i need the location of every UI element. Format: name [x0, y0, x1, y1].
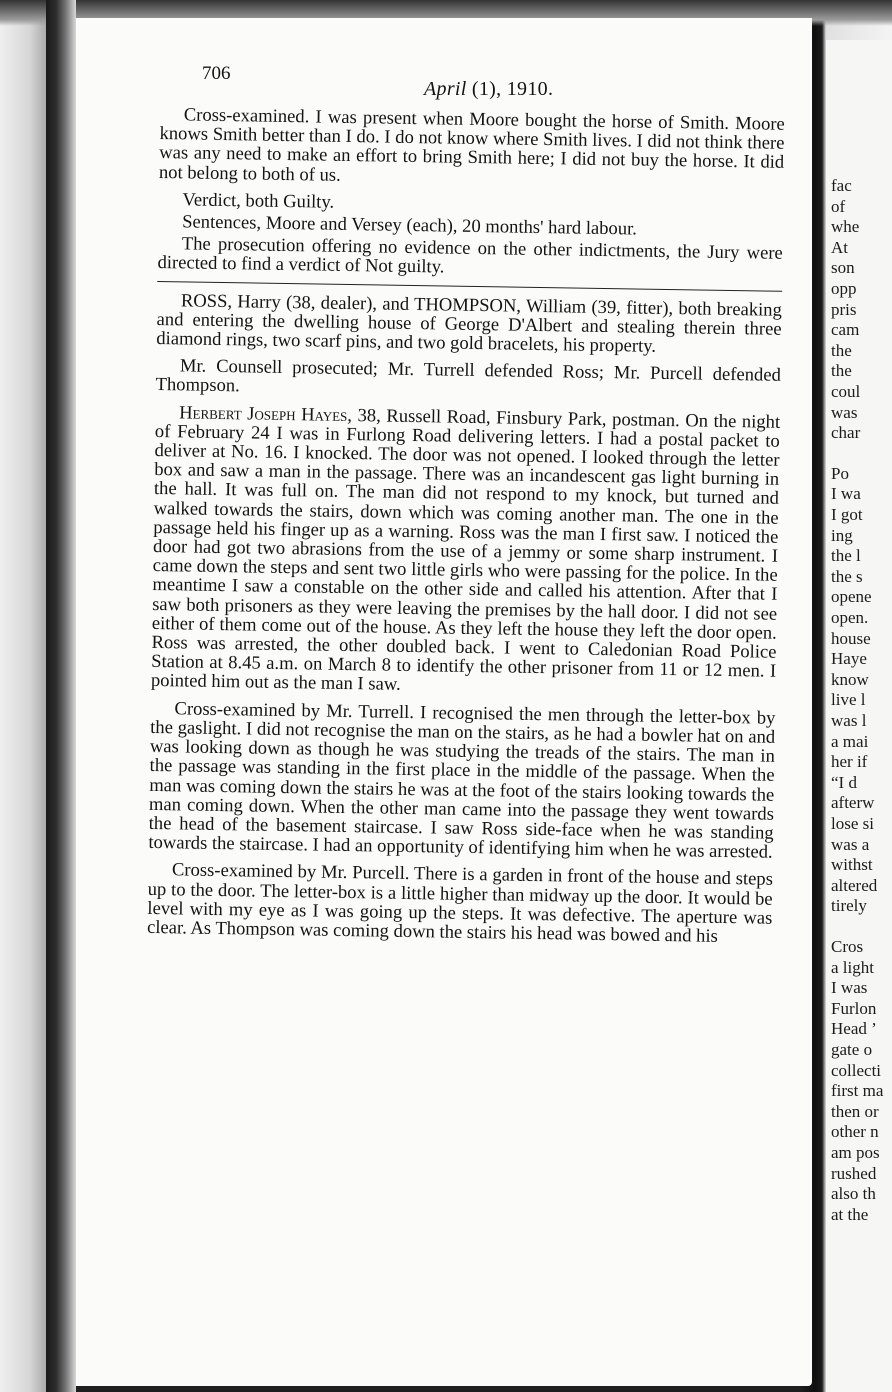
facing-page-fragment: her if: [831, 752, 868, 772]
book-binding-shadow: [46, 0, 76, 1392]
page-number: 706: [202, 63, 231, 84]
facing-page-fragment: open.: [831, 608, 869, 627]
facing-page-fragment: the: [831, 340, 852, 360]
paragraph-indictment: ROSS, Harry (38, dealer), and THOMPSON, William (39, fitter), both breaking and entering the dwelling house of George D'Albert and stealing therein three diamond rings, two scarf pins, and two gold bracelets, his property.: [156, 289, 783, 357]
facing-page-fragment: gate o: [831, 1040, 873, 1059]
section-divider: [157, 281, 782, 292]
facing-page-fragment: char: [831, 423, 861, 443]
paragraph-no-evidence: The prosecution offering no evidence on the other indictments, the Jury were directed to find a verdict of Not guilty.: [157, 233, 783, 278]
facing-page-fragment: of: [831, 196, 846, 216]
facing-page-fragment: ing: [831, 525, 853, 545]
witness-testimony: , 38, Russell Road, Finsbury Park, postman. On the night of February 24 I was in Furlong Road delivering letters. I had a postal packet to deliver at No. 16. I knocked. The door was not opened. I looked through the letter box and saw a man in the passage. There was an incandescent gas light burning in the hall. It was full on. The man did not respond to my knock, but turned and walked towards the stairs, down which was coming another man. The one in the passage held his finger up as a warning. Ross was the man I first saw. I noticed the door had got two abrasions from the use of a jemmy or some sharp instrument. I came down the steps and sent two little girls who were passing for the police. In the meantime I saw a constable on the other side and called his attention. After that I saw both prisoners as they were leaving the premises by the hall door. I did not see either of them come out of the house. As they left the house they left the door open. Ross was arrested, the other doubled back. I went to Caledonian Road Police Station at 8.45 a.m. on March 8 to identify the other prisoner from 11 or 12 men. I pointed him out as the man I saw.: [150, 404, 781, 696]
facing-page-fragment: tirely: [831, 896, 867, 916]
running-head-month: April: [424, 78, 467, 100]
facing-page-fragment: a light: [831, 957, 874, 977]
facing-page-fragment: the l: [831, 546, 861, 566]
paragraph-sentences: Sentences, Moore and Versey (each), 20 months' hard labour.: [182, 211, 638, 240]
facing-page-fragment: whe: [831, 217, 860, 237]
paragraph-hayes-testimony: [151, 403, 780, 701]
facing-page-fragment: also th: [831, 1184, 876, 1204]
facing-page-edge: [826, 40, 892, 1392]
facing-page-fragment: “I d: [831, 772, 857, 792]
facing-page-fragment: at the: [831, 1204, 869, 1224]
paragraph-cross-purcell: Cross-examined by Mr. Purcell. There is a garden in front of the house and steps up to the door. The letter-box is a little higher than midway up the door. It would be level with my eye as I was going up the steps. It was defective. The aperture was clear. As Thompson was coming down the stairs his head was bowed and his: [146, 859, 774, 947]
facing-page-fragment: I got: [831, 505, 863, 524]
facing-page-fragment: house: [831, 628, 871, 648]
facing-page-fragment: a mai: [831, 731, 869, 751]
facing-page-fragment: cam: [831, 320, 860, 340]
facing-page-fragment: Cros: [831, 937, 864, 956]
page-text: [147, 105, 785, 955]
facing-page-fragment: then or: [831, 1101, 879, 1121]
facing-page-fragment: first ma: [831, 1081, 884, 1101]
facing-page-fragment: Haye: [831, 649, 867, 669]
facing-page-fragment: I was: [831, 978, 868, 998]
facing-page-fragment: live l: [831, 690, 866, 710]
facing-page-fragment: was a: [831, 834, 870, 854]
paragraph-cross-examination: Cross-examined. I was present when Moore bought the horse of Smith. Moore knows Smith better than I do. I do not know where Smith lives. I did not think there was any need to make an effort to bring Smith here; I did not buy the horse. It did not belong to both of us.: [158, 104, 785, 186]
facing-page-fragment: opp: [831, 279, 857, 298]
facing-page-fragment: Po: [831, 463, 849, 483]
facing-page-fragment: withst: [831, 855, 873, 875]
paragraph-verdict: Verdict, both Guilty.: [182, 189, 335, 213]
paragraph-counsel: Mr. Counsell prosecuted; Mr. Turrell defended Ross; Mr. Purcell defended Thompson.: [155, 355, 781, 397]
facing-page-fragment: collecti: [831, 1060, 882, 1080]
facing-page-fragment: altered: [831, 875, 878, 895]
facing-page-fragment: the: [831, 361, 852, 381]
running-head: [424, 78, 553, 101]
facing-page-fragment: am pos: [831, 1143, 880, 1162]
facing-page-fragment: Furlon: [831, 998, 877, 1018]
witness-name: Herbert Joseph Hayes: [179, 401, 348, 426]
facing-page-fragment: other n: [831, 1122, 879, 1142]
facing-page-fragment: I wa: [831, 484, 861, 504]
facing-page-fragment: afterw: [831, 793, 875, 813]
facing-page-fragment: was l: [831, 711, 867, 730]
facing-page-fragment: was: [831, 402, 858, 422]
facing-page-fragment: fac: [831, 176, 852, 195]
facing-page-fragment: know: [831, 669, 869, 689]
facing-page-fragment: the s: [831, 566, 863, 586]
facing-page-fragment: coul: [831, 382, 861, 401]
facing-page-fragment: opene: [831, 587, 872, 607]
facing-page-fragment: lose si: [831, 814, 874, 833]
running-head-date: (1), 1910.: [466, 78, 554, 100]
facing-page-fragment: Head ’: [831, 1019, 877, 1039]
facing-page-fragment: At: [831, 237, 848, 257]
facing-page-fragment: son: [831, 258, 855, 278]
facing-page-fragment: rushed: [831, 1163, 877, 1183]
paragraph-cross-turrell: Cross-examined by Mr. Turrell. I recognised the men through the letter-box by the gaslight. I did not recognise the man on the stairs, as he had a bowler hat on and was looking down as though he was studying the treads of the stairs. The man in the passage was standing in the first place in the middle of the passage. When the man was coming down the stairs he was at the foot of the stairs looking towards the man coming down. When the other man came into the passage they went towards the head of the basement staircase. I saw Ross side-face when he was standing towards the staircase. I had an opportunity of identifying him when he was arrested.: [148, 697, 776, 863]
facing-page-fragment: pris: [831, 299, 857, 319]
